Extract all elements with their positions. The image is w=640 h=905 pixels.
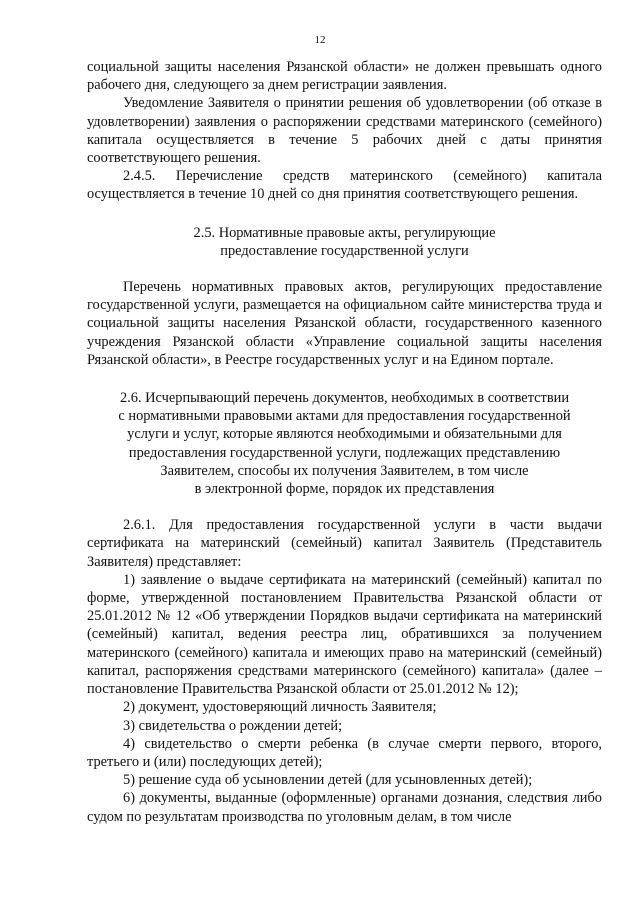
section-heading: с нормативными правовыми актами для предоставления государственной (118, 408, 571, 425)
list-item: 2) документ, удостоверяющий личность Заявителя; (123, 699, 437, 716)
list-item: 4) свидетельство о смерти ребенка (в случае смерти первого, второго, третьего и (или) последующих детей); (87, 735, 602, 770)
section-heading: услуги и услуг, которые являются необходимыми и обязательными для (127, 426, 562, 443)
paragraph: Перечень нормативных правовых актов, регулирующих предоставление государственной услуги, размещается на официальном сайте министерства труда и социальной защиты населения Рязанской области, государственного казенного учреждения Рязанской области «Управление социальной защиты населения Рязанской области», в Реестре государственных услуг и на Едином портале. (87, 279, 602, 368)
paragraph: 2.6.1. Для предоставления государственной услуги в части выдачи сертификата на материнский (семейный) капитал Заявитель (Представитель Заявителя) представляет: (87, 517, 602, 570)
section-heading: предоставление государственной услуги (220, 242, 469, 259)
section-heading: 2.6. Исчерпывающий перечень документов, необходимых в соответствии (119, 390, 570, 407)
paragraph: социальной защиты населения Рязанской области» не должен превышать одного рабочего дня, следующего за днем регистрации заявления. (87, 59, 602, 94)
list-item: 6) документы, выданные (оформленные) органами дознания, следствия либо судом по результатам производства по уголовным делам, в том числе (87, 790, 602, 825)
list-item: 1) заявление о выдаче сертификата на материнский (семейный) капитал по форме, утвержденной постановлением Правительства Рязанской области от 25.01.2012 № 12 «Об утверждении Порядков выдачи сертификата на материнский (семейный) капитал, ведения реестра лиц, обратившихся за получением материнского (семейного) капитала и имеющих право на материнский (семейный) капитал, распоряжения средствами материнского (семейного) капитала» (далее – постановление Правительства Рязанской области от 25.01.2012 № 12); (87, 571, 602, 698)
list-item: 3) свидетельства о рождении детей; (123, 717, 343, 734)
page-number: 12 (314, 34, 326, 46)
section-heading: в электронной форме, порядок их представления (194, 481, 495, 498)
document-body (87, 58, 602, 826)
list-item: 5) решение суда об усыновлении детей (для усыновленных детей); (123, 772, 533, 789)
section-heading: предоставления государственной услуги, подлежащих представлению (128, 444, 561, 461)
paragraph: Уведомление Заявителя о принятии решения об удовлетворении (об отказе в удовлетворении) заявления о распоряжении средствами материнского (семейного) капитала осуществляется в течение 5 рабочих дней с даты принятия соответствующего решения. (87, 95, 602, 167)
paragraph: 2.4.5. Перечисление средств материнского (семейного) капитала осуществляется в течение 10 дней со дня принятия соответствующего решения. (87, 168, 602, 203)
section-heading: 2.5. Нормативные правовые акты, регулирующие (193, 224, 496, 241)
section-heading: Заявителем, способы их получения Заявителем, в том числе (160, 462, 529, 479)
